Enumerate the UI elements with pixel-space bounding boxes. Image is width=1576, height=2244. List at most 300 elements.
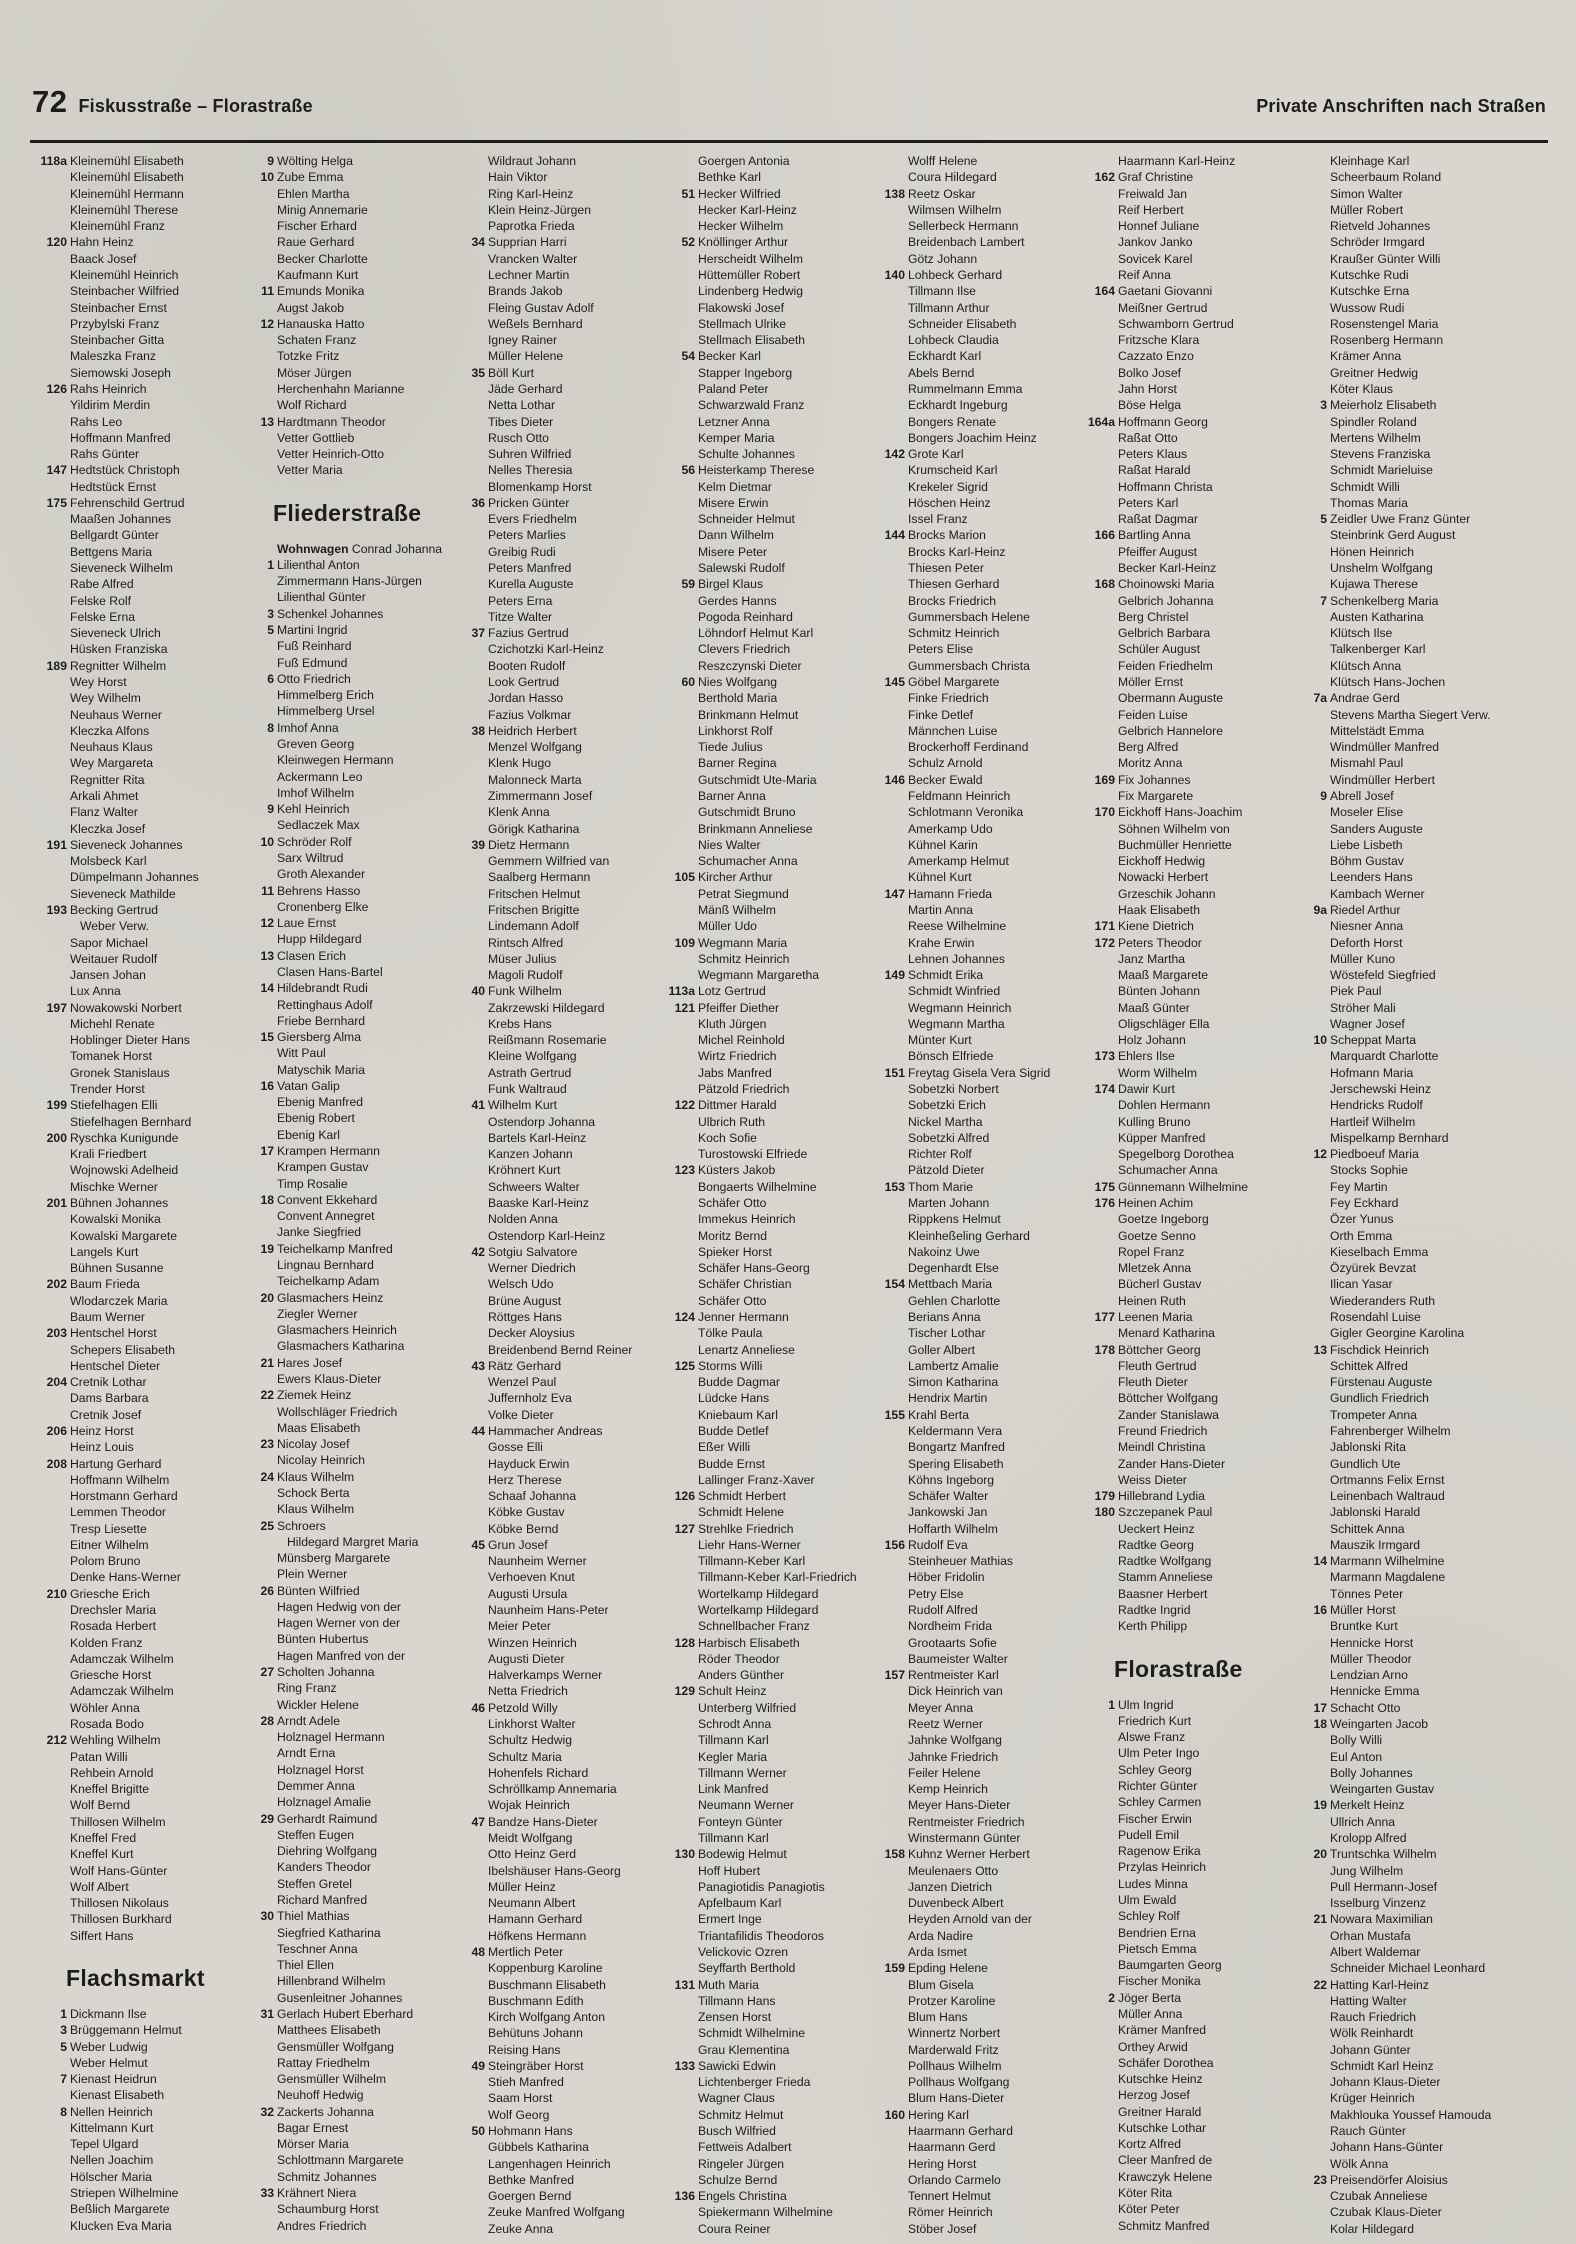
resident-name: Haak Elisabeth: [1118, 902, 1200, 917]
number-gutter: [30, 1407, 70, 1423]
number-gutter: [30, 1244, 70, 1260]
number-gutter: [1078, 251, 1118, 267]
number-gutter: [237, 1680, 277, 1696]
resident-name: Arndt Erna: [277, 1746, 336, 1761]
directory-entry: [237, 671, 448, 687]
directory-entry-continuation: [868, 1439, 1078, 1455]
resident-name: Schley Rolf: [1118, 1909, 1180, 1924]
number-gutter: [868, 902, 908, 918]
resident-name: Molsbeck Karl: [70, 854, 147, 869]
resident-name: Mettbach Maria: [908, 1277, 992, 1292]
number-gutter: [1078, 1762, 1118, 1778]
resident-name: Brocks Karl-Heinz: [908, 544, 1006, 559]
resident-name: Nowara Maximilian: [1330, 1912, 1433, 1927]
resident-name: Astrath Gertrud: [488, 1065, 572, 1080]
resident-name: Rentmeister Friedrich: [908, 1814, 1025, 1829]
resident-name: Honnef Juliane: [1118, 219, 1200, 234]
resident-name: Jablonski Rita: [1330, 1440, 1406, 1455]
number-gutter: [658, 1569, 698, 1585]
directory-entry-continuation: [1290, 446, 1576, 462]
resident-name: Thiel Mathias: [277, 1909, 350, 1924]
number-gutter: [30, 1797, 70, 1813]
number-gutter: [658, 1407, 698, 1423]
directory-entry-continuation: [658, 479, 868, 495]
number-gutter: [1078, 1211, 1118, 1227]
directory-entry-continuation: [237, 2136, 448, 2152]
number-gutter: [30, 2136, 70, 2152]
number-gutter: [448, 1765, 488, 1781]
house-number: 37: [471, 626, 485, 641]
directory-entry-continuation: [237, 964, 448, 980]
number-gutter: [30, 1032, 70, 1048]
directory-entry-continuation: [237, 2201, 448, 2217]
number-gutter: [1078, 1293, 1118, 1309]
number-gutter: [237, 1941, 277, 1957]
resident-name: Kutschke Erna: [1330, 284, 1410, 299]
directory-entry-continuation: [868, 983, 1078, 999]
house-number: 175: [1094, 1179, 1115, 1194]
directory-columns: [30, 153, 1576, 2237]
resident-name: Wey Horst: [70, 675, 127, 689]
directory-entry-continuation: [1078, 1586, 1290, 1602]
directory-entry-continuation: [1078, 625, 1290, 641]
directory-entry-continuation: [1078, 1859, 1290, 1875]
number-gutter: [30, 886, 70, 902]
house-number: 131: [674, 1977, 695, 1992]
directory-entry-continuation: [237, 2120, 448, 2136]
directory-entry-continuation: [868, 1423, 1078, 1439]
resident-name: Meierholz Elisabeth: [1330, 398, 1437, 413]
resident-name: Striepen Wilhelmine: [70, 2186, 179, 2201]
number-gutter: [448, 1000, 488, 1016]
directory-entry-continuation: [30, 218, 237, 234]
resident-name: Booten Rudolf: [488, 658, 566, 673]
resident-name: Gelbrich Johanna: [1118, 593, 1214, 608]
number-gutter: [658, 169, 698, 185]
directory-entry-continuation: [30, 1553, 237, 1569]
house-number: 21: [1313, 1912, 1327, 1927]
directory-entry-continuation: [1290, 1000, 1576, 1016]
resident-name: Wussow Rudi: [1330, 300, 1405, 315]
resident-name: Reetz Oskar: [908, 186, 976, 201]
directory-entry-continuation: [1078, 365, 1290, 381]
resident-name: Rintsch Alfred: [488, 935, 564, 950]
number-gutter: [1290, 2204, 1330, 2220]
number-gutter: [868, 2123, 908, 2139]
number-gutter: [30, 186, 70, 202]
number-gutter: [1078, 723, 1118, 739]
directory-entry-continuation: [658, 1211, 868, 1227]
number-gutter: [868, 1228, 908, 1244]
directory-entry-continuation: [1078, 1908, 1290, 1924]
number-gutter: [1290, 1211, 1330, 1227]
directory-entry: [448, 234, 658, 250]
resident-name: Dickmann Ilse: [70, 2006, 147, 2021]
directory-entry: [658, 869, 868, 885]
directory-entry: [1078, 1179, 1290, 1195]
directory-entry-continuation: [658, 641, 868, 657]
number-gutter: [868, 202, 908, 218]
number-gutter: [868, 1162, 908, 1178]
number-gutter: [1078, 300, 1118, 316]
directory-entry-continuation: [448, 381, 658, 397]
resident-name: Michehl Renate: [70, 1016, 155, 1031]
directory-entry-continuation: [1078, 1827, 1290, 1843]
resident-name: Stellmach Ulrike: [698, 316, 787, 331]
directory-entry-continuation: [868, 1228, 1078, 1244]
directory-entry-continuation: [1290, 1814, 1576, 1830]
directory-entry: [1078, 804, 1290, 820]
resident-name: Rauch Günter: [1330, 2124, 1406, 2139]
directory-entry-continuation: [1078, 495, 1290, 511]
house-number: 155: [884, 1407, 905, 1422]
directory-entry-continuation: [30, 2152, 237, 2168]
directory-entry: [868, 886, 1078, 902]
directory-entry-continuation: [868, 1146, 1078, 1162]
directory-entry-continuation: [1290, 1358, 1576, 1374]
resident-name: Suhren Wilfried: [488, 447, 572, 462]
resident-name: Lichtenberger Frieda: [698, 2075, 811, 2090]
number-gutter: [658, 804, 698, 820]
number-gutter: [237, 2039, 277, 2055]
number-gutter: [1078, 967, 1118, 983]
number-gutter: [658, 1814, 698, 1830]
house-number: 11: [261, 883, 274, 898]
number-gutter: [237, 866, 277, 882]
directory-entry: [237, 1290, 448, 1306]
number-gutter: [868, 1374, 908, 1390]
resident-name: Kittelmann Kurt: [70, 2120, 154, 2135]
directory-entry: [30, 658, 237, 674]
number-gutter: [1290, 1651, 1330, 1667]
number-gutter: [1078, 869, 1118, 885]
number-gutter: [868, 2221, 908, 2237]
directory-entry-continuation: [237, 2087, 448, 2103]
house-number: 193: [46, 902, 67, 917]
resident-name: Hardtmann Theodor: [277, 414, 386, 429]
house-number: 16: [1313, 1603, 1327, 1618]
resident-name: Krämer Manfred: [1118, 2023, 1207, 2038]
resident-name: Hendrix Martin: [908, 1391, 988, 1406]
directory-entry-continuation: [868, 609, 1078, 625]
directory-entry-continuation: [1290, 527, 1576, 543]
number-gutter: [1290, 1374, 1330, 1390]
number-gutter: [448, 1716, 488, 1732]
number-gutter: [30, 1358, 70, 1374]
directory-entry-continuation: [1078, 1925, 1290, 1941]
number-gutter: [868, 348, 908, 364]
directory-entry-continuation: [448, 1309, 658, 1325]
directory-entry-continuation: [1290, 1130, 1576, 1146]
number-gutter: [658, 1032, 698, 1048]
directory-entry-continuation: [658, 1195, 868, 1211]
resident-name: Fischer Monika: [1118, 1974, 1201, 1989]
house-number: 49: [471, 2058, 485, 2073]
number-gutter: [237, 1045, 277, 1061]
resident-name: Raue Gerhard: [277, 235, 355, 250]
directory-entry: [1290, 788, 1576, 804]
number-gutter: [1078, 1065, 1118, 1081]
directory-entry-continuation: [1290, 1228, 1576, 1244]
resident-name: Müller Theodor: [1330, 1651, 1412, 1666]
resident-name: Amerkamp Udo: [908, 821, 993, 836]
number-gutter: [30, 1765, 70, 1781]
number-gutter: [1078, 1244, 1118, 1260]
number-gutter: [30, 788, 70, 804]
directory-entry: [237, 1029, 448, 1045]
house-number: 7: [1320, 593, 1327, 608]
resident-name: Kutschke Heinz: [1118, 2072, 1203, 2087]
directory-entry-continuation: [30, 690, 237, 706]
number-gutter: [1290, 1228, 1330, 1244]
directory-entry-continuation: [658, 1618, 868, 1634]
house-number: 10: [1313, 1033, 1327, 1048]
resident-name: Stocks Sophie: [1330, 1163, 1408, 1178]
resident-name: Weingarten Gustav: [1330, 1782, 1435, 1797]
directory-entry-continuation: [1078, 2022, 1290, 2038]
resident-name: Tillmann Arthur: [908, 300, 990, 315]
directory-entry-continuation: [658, 902, 868, 918]
number-gutter: [658, 1749, 698, 1765]
number-gutter: [237, 1159, 277, 1175]
number-gutter: [448, 755, 488, 771]
directory-entry-continuation: [1290, 300, 1576, 316]
number-gutter: [658, 430, 698, 446]
directory-entry-continuation: [448, 1586, 658, 1602]
resident-name: Schmitz Manfred: [1118, 2218, 1210, 2233]
number-gutter: [30, 446, 70, 462]
resident-name: Stieh Manfred: [488, 2075, 564, 2090]
directory-entry-continuation: [1290, 772, 1576, 788]
house-number: 200: [46, 1130, 67, 1145]
resident-name: Naunheim Hans-Peter: [488, 1603, 609, 1618]
resident-name: Bolko Josef: [1118, 365, 1182, 380]
resident-name: Wey Wilhelm: [70, 691, 141, 706]
directory-entry-continuation: [448, 772, 658, 788]
directory-entry: [237, 153, 448, 169]
resident-name: Dohlen Hermann: [1118, 1098, 1211, 1113]
resident-name: Winzen Heinrich: [488, 1635, 577, 1650]
resident-name: Misere Erwin: [698, 495, 769, 510]
resident-name: Niesner Anna: [1330, 919, 1404, 934]
directory-entry-continuation: [30, 1162, 237, 1178]
resident-name: Fritschen Helmut: [488, 886, 581, 901]
directory-entry-continuation: [868, 1162, 1078, 1178]
number-gutter: [1078, 397, 1118, 413]
resident-name: Krebs Hans: [488, 1016, 552, 1031]
directory-entry-continuation: [658, 967, 868, 983]
number-gutter: [448, 1179, 488, 1195]
directory-entry-continuation: [448, 886, 658, 902]
resident-name: Scholten Johanna: [277, 1665, 375, 1680]
directory-entry-continuation: [1290, 869, 1576, 885]
number-gutter: [448, 1781, 488, 1797]
directory-entry: [448, 837, 658, 853]
directory-entry: [448, 1244, 658, 1260]
house-number: 156: [884, 1537, 905, 1552]
resident-name: Sobetzki Erich: [908, 1098, 986, 1113]
number-gutter: [658, 1390, 698, 1406]
resident-name: Kühnel Karin: [908, 837, 978, 852]
resident-name: Link Manfred: [698, 1782, 769, 1797]
resident-name: Wolf Richard: [277, 398, 347, 413]
directory-entry-continuation: [448, 1390, 658, 1406]
resident-name: Kujawa Therese: [1330, 577, 1418, 592]
number-gutter: [868, 804, 908, 820]
directory-entry-continuation: [237, 1680, 448, 1696]
resident-name: Winnertz Norbert: [908, 2026, 1001, 2041]
number-gutter: [658, 1504, 698, 1520]
resident-name: Thillosen Burkhard: [70, 1912, 172, 1927]
directory-entry-continuation: [658, 1814, 868, 1830]
directory-entry-continuation: [30, 348, 237, 364]
resident-name: Eul Anton: [1330, 1749, 1383, 1764]
directory-entry-continuation: [30, 869, 237, 885]
number-gutter: [868, 430, 908, 446]
resident-name: Nellen Joachim: [70, 2153, 154, 2168]
directory-entry-continuation: [868, 1260, 1078, 1276]
directory-entry: [1078, 283, 1290, 299]
number-gutter: [1290, 1521, 1330, 1537]
number-gutter: [448, 902, 488, 918]
number-gutter: [448, 1749, 488, 1765]
directory-entry-continuation: [237, 1534, 448, 1550]
directory-entry: [658, 1309, 868, 1325]
resident-name: Wöhler Anna: [70, 1700, 140, 1715]
directory-entry-continuation: [1290, 2090, 1576, 2106]
resident-name: Sieveneck Ulrich: [70, 626, 161, 641]
number-gutter: [868, 707, 908, 723]
number-gutter: [868, 1944, 908, 1960]
resident-name: Harbisch Elisabeth: [698, 1635, 800, 1650]
resident-name: Schittek Alfred: [1330, 1358, 1408, 1373]
directory-entry: [658, 1162, 868, 1178]
resident-name: Stiefelhagen Bernhard: [70, 1114, 192, 1129]
resident-name: Gummersbach Helene: [908, 609, 1030, 624]
number-gutter: [448, 1390, 488, 1406]
directory-entry-continuation: [237, 2022, 448, 2038]
directory-entry-continuation: [1290, 1960, 1576, 1976]
directory-entry-continuation: [448, 479, 658, 495]
directory-entry-continuation: [868, 1114, 1078, 1130]
directory-entry-continuation: [868, 234, 1078, 250]
directory-entry-continuation: [658, 316, 868, 332]
directory-entry: [658, 983, 868, 999]
resident-name: Buschmann Elisabeth: [488, 1977, 606, 1992]
number-gutter: [237, 638, 277, 654]
directory-entry-continuation: [1290, 576, 1576, 592]
number-gutter: [1078, 1729, 1118, 1745]
directory-entry-continuation: [658, 1016, 868, 1032]
house-number: 41: [471, 1098, 485, 1113]
directory-entry-continuation: [868, 348, 1078, 364]
directory-entry: [1290, 1977, 1576, 1993]
number-gutter: [1290, 1960, 1330, 1976]
number-gutter: [1290, 381, 1330, 397]
resident-name: Rauch Friedrich: [1330, 2010, 1417, 2025]
directory-entry-continuation: [448, 1211, 658, 1227]
resident-name: Tresp Liesette: [70, 1521, 147, 1536]
directory-entry-continuation: [658, 1700, 868, 1716]
directory-entry-continuation: [30, 2120, 237, 2136]
house-number: 36: [471, 495, 485, 510]
number-gutter: [237, 2055, 277, 2071]
resident-name: Nowacki Herbert: [1118, 870, 1209, 885]
number-gutter: [237, 1452, 277, 1468]
resident-name: Schröllkamp Annemaria: [488, 1782, 617, 1797]
directory-entry-continuation: [658, 1423, 868, 1439]
resident-name: Reißmann Rosemarie: [488, 1033, 607, 1048]
resident-name: Pricken Günter: [488, 495, 570, 510]
directory-entry-continuation: [868, 479, 1078, 495]
number-gutter: [237, 589, 277, 605]
directory-entry-continuation: [868, 1863, 1078, 1879]
number-gutter: [237, 251, 277, 267]
directory-entry-continuation: [658, 2107, 868, 2123]
directory-entry-continuation: [1290, 658, 1576, 674]
number-gutter: [868, 414, 908, 430]
resident-name: Schmidt Willi: [1330, 479, 1400, 494]
resident-name: Kleinhage Karl: [1330, 154, 1410, 168]
resident-name: Wortelkamp Hildegard: [698, 1586, 819, 1601]
resident-name: Fuß Reinhard: [277, 639, 352, 654]
resident-name: Mertens Wilhelm: [1330, 430, 1421, 445]
resident-name: Weitauer Rudolf: [70, 951, 158, 966]
directory-entry-continuation: [868, 723, 1078, 739]
directory-entry-continuation: [658, 1342, 868, 1358]
resident-name: Steffen Eugen: [277, 1827, 355, 1842]
directory-entry-continuation: [237, 300, 448, 316]
number-gutter: [658, 755, 698, 771]
resident-name: Marquardt Charlotte: [1330, 1049, 1439, 1064]
resident-name: Rietveld Johannes: [1330, 219, 1431, 234]
resident-name: Pätzold Dieter: [908, 1163, 985, 1178]
house-number: 60: [681, 675, 695, 689]
resident-name: Schäfer Dorothea: [1118, 2055, 1214, 2070]
directory-entry-continuation: [1078, 1130, 1290, 1146]
directory-entry: [868, 1179, 1078, 1195]
resident-name: Degenhardt Else: [908, 1261, 999, 1276]
number-gutter: [868, 918, 908, 934]
directory-entry-continuation: [658, 1863, 868, 1879]
resident-name: Kniebaum Karl: [698, 1407, 778, 1422]
number-gutter: [30, 1553, 70, 1569]
resident-name: Ermert Inge: [698, 1912, 762, 1927]
directory-entry-continuation: [30, 1488, 237, 1504]
directory-entry-continuation: [1078, 641, 1290, 657]
house-number: 44: [471, 1423, 485, 1438]
number-gutter: [448, 853, 488, 869]
directory-entry-continuation: [658, 1472, 868, 1488]
resident-name: Ortmanns Felix Ernst: [1330, 1472, 1445, 1487]
resident-name: Müller Anna: [1118, 2006, 1183, 2021]
resident-name: Löhndorf Helmut Karl: [698, 626, 814, 641]
directory-entry: [30, 837, 237, 853]
resident-name: Bongartz Manfred: [908, 1440, 1005, 1455]
directory-entry-continuation: [237, 1452, 448, 1468]
resident-name: Johann Günter: [1330, 2042, 1411, 2057]
number-gutter: [448, 527, 488, 543]
number-gutter: [658, 739, 698, 755]
directory-entry-continuation: [868, 902, 1078, 918]
directory-entry-continuation: [868, 2204, 1078, 2220]
resident-name: Netta Friedrich: [488, 1684, 568, 1699]
number-gutter: [868, 300, 908, 316]
resident-name: Lendzian Arno: [1330, 1668, 1408, 1683]
directory-entry: [1290, 1797, 1576, 1813]
resident-name: Dittmer Harald: [698, 1098, 777, 1113]
number-gutter: [1290, 2123, 1330, 2139]
